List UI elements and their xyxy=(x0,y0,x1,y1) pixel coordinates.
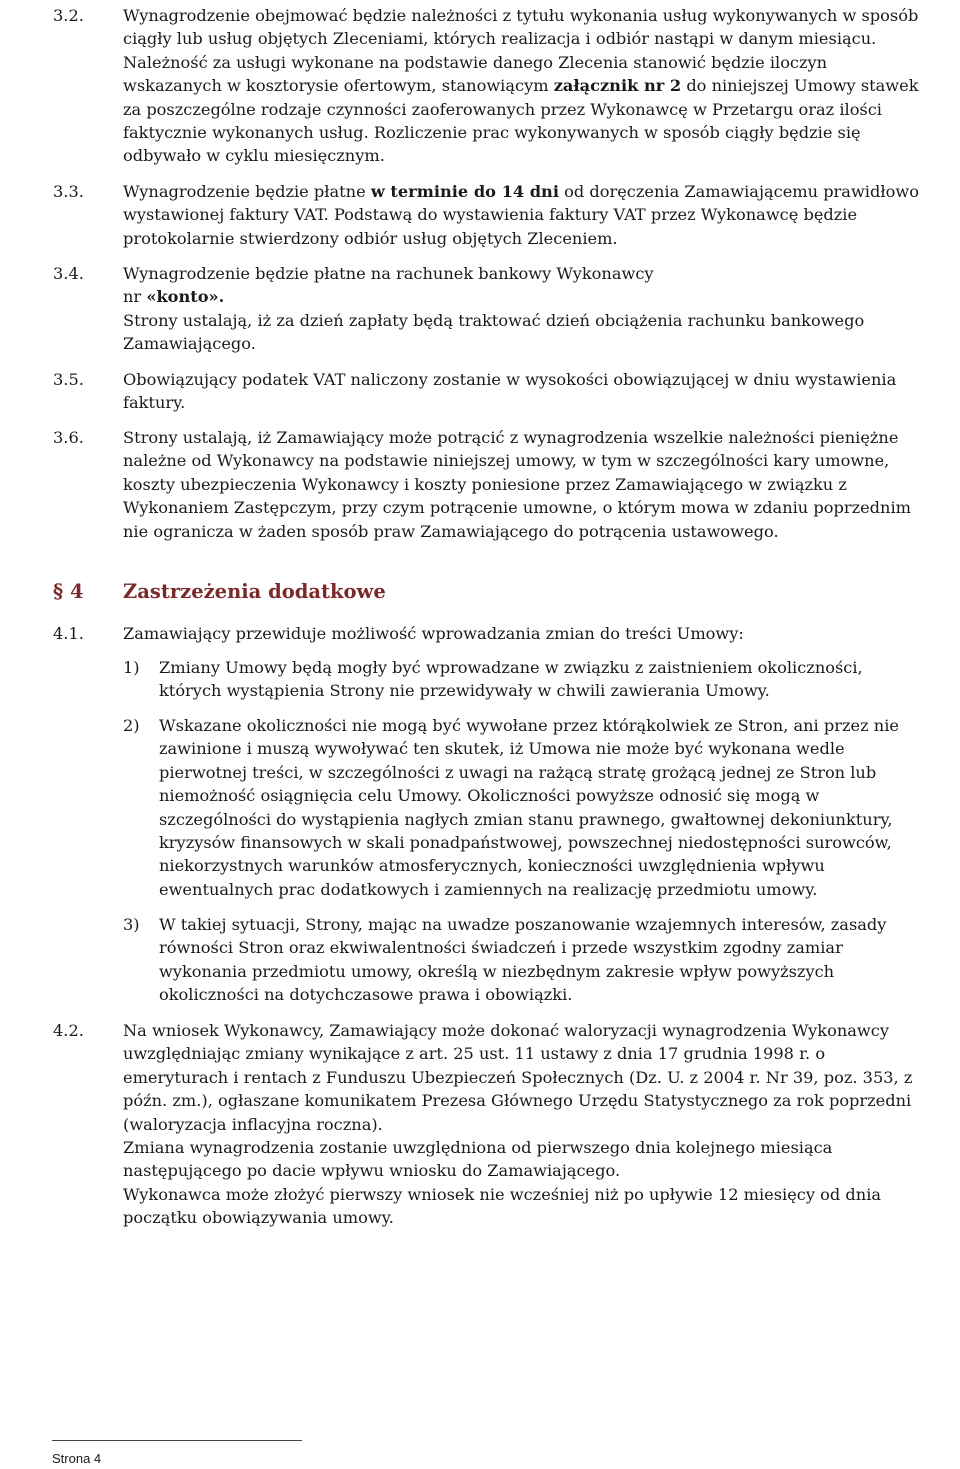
text-line: Wykonawca może złożyć pierwszy wniosek nie wcześniej niż po upływie 12 miesięcy od dnia xyxy=(123,1184,882,1204)
page-number: Strona 4 xyxy=(52,1451,102,1466)
paragraph-number: 3.3. xyxy=(53,182,84,201)
paragraph-3-4 xyxy=(53,262,943,358)
text-line: zawinione i muszą wywoływać ten skutek, iż Umowa nie może być wykonana wedle xyxy=(159,739,845,759)
text-fragment: od doręczenia Zamawiającemu prawidłowo xyxy=(564,182,919,201)
text-line: Zamawiającego. xyxy=(123,334,256,354)
text-line: ciągły lub usług objętych Zleceniami, których realizacja i odbiór nastąpi w danym miesiącu. xyxy=(123,29,877,49)
list-item xyxy=(123,656,943,704)
text-fragment: Podstawą do wystawienia faktury VAT przez Wykonawcę będzie xyxy=(333,205,858,225)
text-line: kryzysów finansowych w skali ponadpaństwowej, powszechnej niedostępności surowców, xyxy=(159,833,892,853)
text-line: wykonania przedmiotu umowy, określą w niezbędnym zakresie wpływ powyższych xyxy=(159,961,835,981)
list-item-text xyxy=(159,913,943,1007)
text-line: odbywało w cyklu miesięcznym. xyxy=(123,146,385,166)
section-title: Zastrzeżenia dodatkowe xyxy=(123,580,386,603)
text-line: Obowiązujący podatek VAT naliczony zostanie w wysokości obowiązującej w dniu wystawienia xyxy=(123,370,897,389)
text-fragment: Wynagrodzenie będzie płatne xyxy=(123,182,366,201)
text-line: ewentualnych prac dodatkowych i zamiennych na realizację przedmiotu umowy. xyxy=(159,879,818,899)
text-line xyxy=(123,74,943,97)
paragraph-number: 4.1. xyxy=(53,624,84,643)
text-line: Zmiana wynagrodzenia zostanie uwzględniona od pierwszego dnia kolejnego miesiąca xyxy=(123,1138,833,1158)
bank-account-placeholder: «konto». xyxy=(146,287,225,307)
paragraph-number: 3.2. xyxy=(53,6,84,25)
list-item-number: 1) xyxy=(123,658,140,677)
text-line: równości Stron oraz ekwiwalentności świadczeń i przede wszystkim zgodny zamiar xyxy=(159,938,843,958)
text-fragment: wskazanych w kosztorysie ofertowym, stanowiącym xyxy=(123,76,549,96)
text-line: pierwotnej treści, w szczególności z uwagi na rażącą stratę grożącą jednej ze Stron lub xyxy=(159,762,877,782)
text-line: nie ogranicza w żaden sposób praw Zamawiającego do potrącenia ustawowego. xyxy=(123,521,779,541)
text-line: protokolarnie stwierdzony odbiór usług objętych Zleceniem. xyxy=(123,228,618,248)
section-number: § 4 xyxy=(53,580,84,603)
text-line: niemożność osiągnięcia celu Umowy. Okoliczności powyższe odnosić się mogą w xyxy=(159,786,820,806)
paragraph-text xyxy=(123,368,943,415)
text-line: (waloryzacja inflacyjna roczna). xyxy=(123,1114,383,1134)
paragraph-text xyxy=(123,622,943,645)
text-fragment: nr xyxy=(123,287,142,307)
text-line xyxy=(123,180,943,203)
paragraph-number: 4.2. xyxy=(53,1021,84,1040)
text-line: emeryturach i rentach z Funduszu Ubezpieczeń Społecznych (Dz. U. z 2004 r. Nr 39, poz. 353, z xyxy=(123,1067,913,1087)
text-line: Zmiany Umowy będą mogły być wprowadzane w związku z zaistnieniem okoliczności, xyxy=(159,658,863,677)
text-line: niekorzystnych warunków atmosferycznych, konieczności uwzględnienia wpływu xyxy=(159,856,825,876)
text-line: okoliczności na dotychczasowe prawa i obowiązki. xyxy=(159,985,573,1005)
list-item xyxy=(123,714,943,902)
text-line: W takiej sytuacji, Strony, mając na uwadze poszanowanie wzajemnych interesów, zasady xyxy=(159,915,887,934)
paragraph-number: 3.4. xyxy=(53,264,84,283)
paragraph-number: 3.6. xyxy=(53,428,84,447)
paragraph-3-2 xyxy=(53,4,943,168)
paragraph-3-3 xyxy=(53,180,943,252)
paragraph-3-5 xyxy=(53,368,943,416)
list-item-number: 2) xyxy=(123,716,140,735)
text-line: faktury. xyxy=(123,393,186,413)
text-line: Wynagrodzenie będzie płatne na rachunek bankowy Wykonawcy xyxy=(123,264,654,283)
text-line: Należność za usługi wykonane na podstawie danego Zlecenia stanowić będzie iloczyn xyxy=(123,52,828,72)
text-line xyxy=(123,285,943,308)
paragraph-3-6 xyxy=(53,426,943,544)
text-fragment: wystawionej faktury VAT. xyxy=(123,205,329,225)
text-line: Wynagrodzenie obejmować będzie należności z tytułu wykonania usług wykonywanych w sposób xyxy=(123,6,919,25)
text-line: których wystąpienia Strony nie przewidywały w chwili zawierania Umowy. xyxy=(159,681,770,701)
paragraph-4-1 xyxy=(53,622,943,646)
footer-divider xyxy=(52,1440,302,1441)
text-line: faktycznie wykonanych usług. Rozliczenie prac wykonywanych w sposób ciągły będzie się xyxy=(123,123,861,143)
text-line: początku obowiązywania umowy. xyxy=(123,1208,394,1228)
text-line: późn. zm.), ogłaszane komunikatem Prezesa Głównego Urzędu Statystycznego za rok poprzedni xyxy=(123,1091,912,1111)
text-line: następującego po dacie wpływu wniosku do Zamawiającego. xyxy=(123,1161,621,1181)
paragraph-number: 3.5. xyxy=(53,370,84,389)
section-heading xyxy=(53,576,943,608)
text-fragment: do niniejszej Umowy stawek xyxy=(686,76,919,96)
paragraph-text xyxy=(123,180,943,250)
text-line: Wskazane okoliczności nie mogą być wywołane przez którąkolwiek ze Stron, ani przez nie xyxy=(159,716,899,735)
text-line: uwzględniając zmiany wynikające z art. 25 ust. 11 ustawy z dnia 17 grudnia 1998 r. o xyxy=(123,1044,826,1064)
paragraph-text xyxy=(123,262,943,356)
text-line: należne od Wykonawcy na podstawie niniejszej umowy, w tym w szczególności kary umowne, xyxy=(123,451,890,471)
list-item-text xyxy=(159,714,943,901)
list-item xyxy=(123,913,943,1009)
paragraph-text xyxy=(123,426,943,543)
list-item-text xyxy=(159,656,943,703)
paragraph-text xyxy=(123,1019,943,1230)
text-line: Strony ustalają, iż Zamawiający może potrącić z wynagrodzenia wszelkie należności pieniężne xyxy=(123,428,899,447)
text-line: Strony ustalają, iż za dzień zapłaty będą traktować dzień obciążenia rachunku bankowego xyxy=(123,310,865,330)
paragraph-text xyxy=(123,4,943,168)
text-line: za poszczególne rodzaje czynności zaoferowanych przez Wykonawcę w Przetargu oraz ilości xyxy=(123,99,882,119)
list-item-number: 3) xyxy=(123,915,140,934)
bold-text: w terminie do 14 dni xyxy=(370,182,559,201)
text-line: Wykonaniem Zastępczym, przy czym potrącenie umowne, o którym mowa w zdaniu poprzednim xyxy=(123,498,911,518)
bold-text: załącznik nr 2 xyxy=(553,76,682,96)
text-line xyxy=(123,203,943,226)
text-line: Na wniosek Wykonawcy, Zamawiający może dokonać waloryzacji wynagrodzenia Wykonawcy xyxy=(123,1021,889,1040)
text-line: Zamawiający przewiduje możliwość wprowadzania zmian do treści Umowy: xyxy=(123,624,744,643)
text-line: szczególności do wystąpienia nagłych zmian stanu prawnego, gwałtownej dekoniunktury, xyxy=(159,809,893,829)
text-line: koszty ubezpieczenia Wykonawcy i koszty poniesione przez Zamawiającego w związku z xyxy=(123,474,847,494)
paragraph-4-2 xyxy=(53,1019,943,1231)
